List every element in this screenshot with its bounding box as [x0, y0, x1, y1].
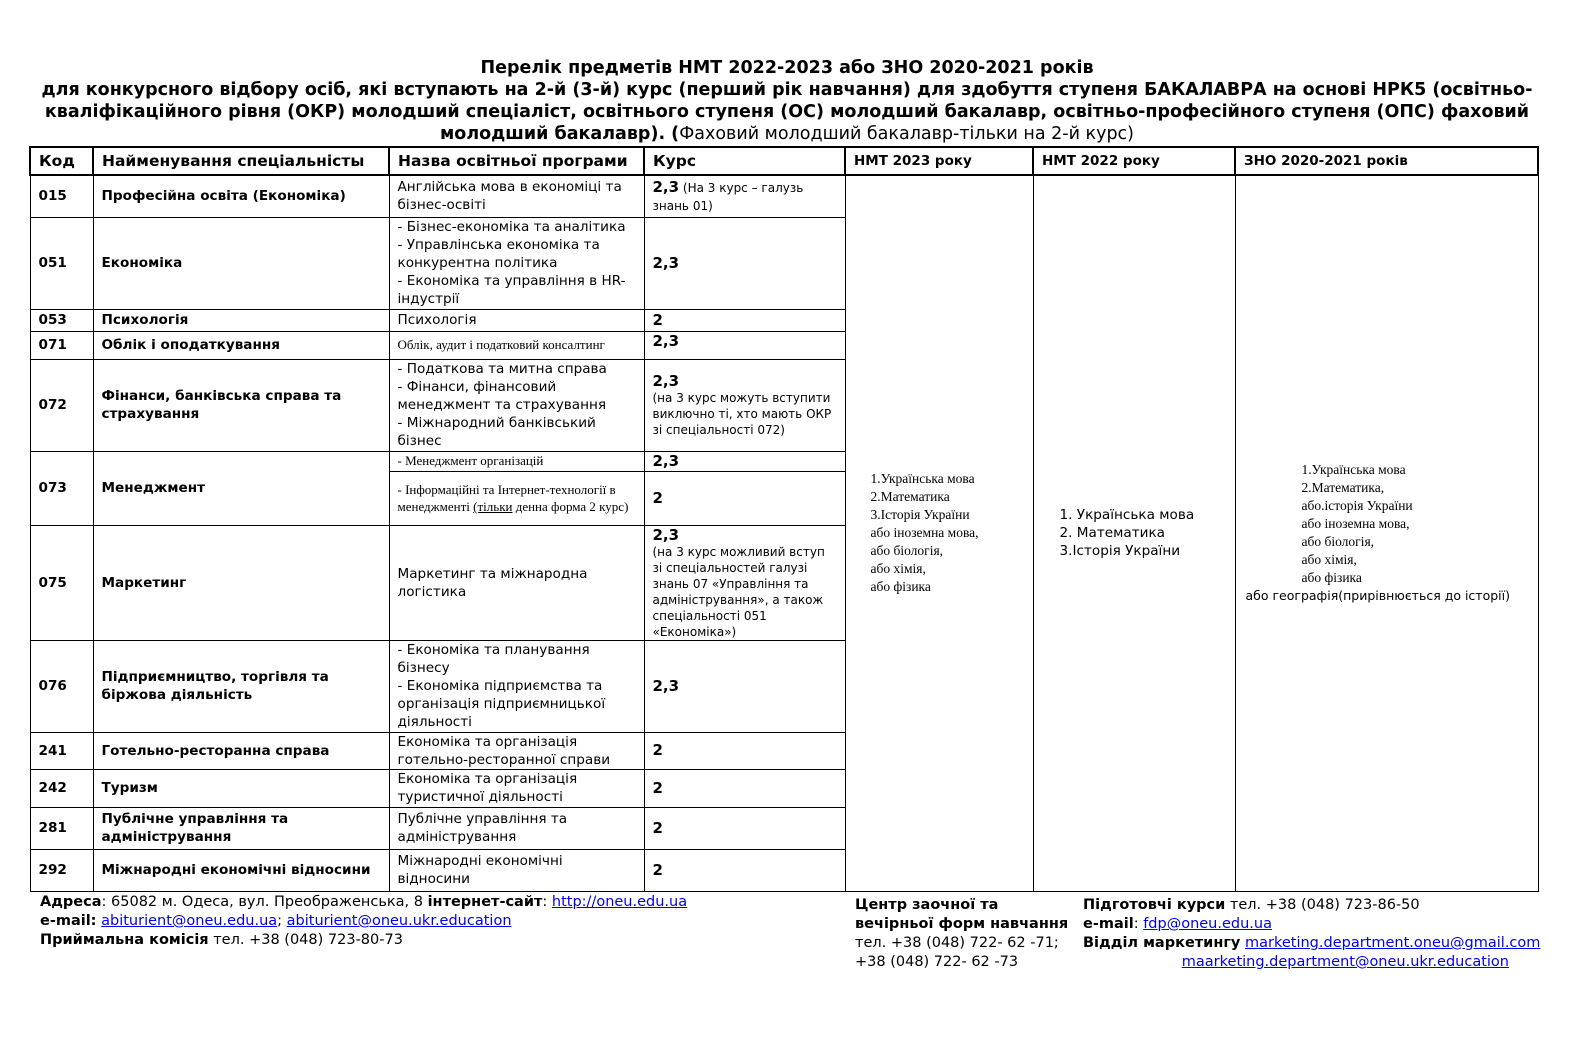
prep-email-sep: :	[1133, 916, 1144, 932]
row-code: 281	[30, 807, 93, 849]
row-course	[644, 732, 845, 769]
marketing-email-link-2[interactable]: maarketing.department@oneu.ukr.education	[1181, 954, 1509, 970]
row-specialty: Менеджмент	[93, 451, 389, 525]
marketing-email-link-1[interactable]: marketing.department.oneu@gmail.com	[1245, 935, 1541, 951]
prep-email-label: e-mail	[1083, 916, 1134, 932]
site-link[interactable]: http://oneu.edu.ua	[551, 894, 688, 910]
site-sep: :	[542, 894, 552, 910]
header-code: Код	[30, 147, 93, 175]
course-value: 2,3	[652, 676, 680, 695]
course-note: (На 3 курс – галузь знань 01)	[652, 180, 804, 213]
row-program: Економіка та організація готельно-ресторанної справи	[389, 732, 644, 769]
course-value: 2,3	[652, 331, 680, 350]
course-note: (на 3 курс можливий вступ зі спеціальностей галузі знань 07 «Управління та адміністрування», а також спеціальності 051 «Економіка»)	[652, 544, 825, 639]
row-code: 051	[30, 217, 93, 309]
prep-phone: тел. +38 (048) 723-86-50	[1225, 897, 1420, 913]
row-specialty: Готельно-ресторанна справа	[93, 732, 389, 769]
row-code: 241	[30, 732, 93, 769]
subject-line: 2.Математика,	[1301, 480, 1385, 496]
subjects-table	[29, 146, 1539, 892]
center-phone-2: +38 (048) 722- 62 -73	[855, 954, 1019, 970]
row-course	[644, 525, 845, 640]
header-nmt2023: НМТ 2023 року	[845, 147, 1033, 175]
program-text: - Інформаційні та Інтернет-технології в менеджменті	[397, 482, 616, 514]
header-course: Курс	[644, 147, 845, 175]
subject-line: 2.Математика	[870, 489, 950, 505]
course-value: 2	[652, 488, 663, 507]
header-zno: ЗНО 2020-2021 років	[1235, 147, 1538, 175]
subject-line: або фізика	[870, 579, 931, 595]
center-title-1: Центр заочної та	[855, 897, 999, 913]
nmt2023-subjects	[845, 175, 1033, 891]
prep-email-line	[1083, 915, 1523, 934]
row-program: Економіка та організація туристичної діяльності	[389, 769, 644, 807]
zno-last-line: або географія(прирівнюється до історії)	[1245, 588, 1510, 604]
row-specialty: Маркетинг	[93, 525, 389, 640]
footer-admission-line	[40, 931, 840, 950]
row-specialty: Публічне управління та адміністрування	[93, 807, 389, 849]
footer-prep	[1083, 896, 1541, 972]
course-value: 2,3	[652, 177, 680, 196]
program-line: - Бізнес-економіка та аналітика	[397, 219, 626, 235]
course-value: 2	[652, 818, 663, 837]
row-code: 071	[30, 331, 93, 359]
row-course	[644, 175, 845, 217]
prep-label: Підготовчі курси	[1083, 897, 1226, 913]
subject-line: або іноземна мова,	[1301, 516, 1410, 532]
admission-label: Приймальна комісія	[40, 932, 209, 948]
row-course	[644, 451, 845, 471]
row-program: Публічне управління та адміністрування	[389, 807, 644, 849]
prep-email-link[interactable]: fdp@oneu.edu.ua	[1143, 916, 1272, 932]
email-label: e-mail:	[40, 913, 97, 929]
email-sep: ;	[277, 913, 287, 929]
program-line: - Економіка та планування бізнесу	[397, 642, 590, 676]
table-row	[30, 175, 1538, 217]
row-code: 053	[30, 309, 93, 331]
table-header-row	[30, 147, 1538, 175]
header-nmt2022: НМТ 2022 року	[1033, 147, 1235, 175]
row-course	[644, 807, 845, 849]
row-program	[389, 359, 644, 451]
course-value: 2,3	[652, 525, 680, 544]
row-code: 292	[30, 849, 93, 891]
subject-line: 3.Історія України	[1059, 543, 1181, 560]
email-link-2[interactable]: abiturient@oneu.ukr.education	[286, 913, 512, 929]
subject-line: 3.Історія України	[870, 507, 970, 523]
subject-line: або фізика	[1301, 570, 1362, 586]
footer-address-line	[40, 893, 840, 912]
row-course	[644, 359, 845, 451]
subject-line: 2. Математика	[1059, 525, 1166, 542]
subject-line: або біологія,	[870, 543, 944, 559]
prep-line	[1083, 896, 1523, 915]
row-specialty: Фінанси, банківська справа та страхування	[93, 359, 389, 451]
row-code: 073	[30, 451, 93, 525]
footer-contacts	[40, 893, 840, 950]
subtitle-bold: для конкурсного відбору осіб, які вступають на 2-й (3-й) курс (перший рік навчання) для здобуття ступеня БАКАЛАВРА на основі НРК5 (освітньо-кваліфікаційного рівня (ОКР) молодший спеціаліст, освітнього ступеня (ОС) молодший бакалавр, освітньо-професійного ступеня (ОПС) фаховий молодший бакалавр). (	[41, 80, 1533, 144]
program-line: - Податкова та митна справа	[397, 361, 607, 377]
row-code: 242	[30, 769, 93, 807]
program-underlined: (тільки	[473, 499, 513, 514]
row-program	[389, 640, 644, 732]
row-program	[389, 471, 644, 525]
row-program: Психологія	[389, 309, 644, 331]
program-line: - Міжнародний банківський бізнес	[397, 415, 596, 449]
program-line: - Управлінська економіка та конкурентна політика	[397, 237, 600, 271]
row-code: 075	[30, 525, 93, 640]
course-value: 2,3	[652, 372, 680, 390]
header-program: Назва освітньої програми	[389, 147, 644, 175]
subject-line: або біологія,	[1301, 534, 1375, 550]
email-link-1[interactable]: abiturient@oneu.edu.ua	[101, 913, 278, 929]
row-code: 015	[30, 175, 93, 217]
marketing-label: Відділ маркетингу	[1083, 935, 1241, 951]
row-course	[644, 309, 845, 331]
subject-line: або іноземна мова,	[870, 525, 979, 541]
course-note: (на 3 курс можуть вступити виключно ті, хто мають ОКР зі спеціальності 072)	[652, 391, 832, 437]
marketing-line	[1083, 934, 1541, 953]
address-label: Адреса	[40, 894, 102, 910]
program-text-end: денна форма 2 курс)	[512, 499, 629, 514]
subject-line: або хімія,	[870, 561, 926, 577]
marketing-line-2	[1083, 953, 1523, 972]
row-course	[644, 331, 845, 359]
page-title: Перелік предметів НМТ 2022-2023 або ЗНО 2020-2021 років	[480, 58, 1094, 78]
zno-subjects	[1235, 175, 1538, 891]
row-course	[644, 849, 845, 891]
row-course	[644, 640, 845, 732]
row-specialty: Психологія	[93, 309, 389, 331]
row-program: Міжнародні економічні відносини	[389, 849, 644, 891]
site-label: інтернет-сайт	[427, 894, 543, 910]
header-specialty: Найменування спеціальністы	[93, 147, 389, 175]
program-line: - Економіка підприємства та організація підприємницької діяльності	[397, 678, 606, 730]
program-line: - Фінанси, фінансовий менеджмент та страхування	[397, 379, 607, 413]
address-text: : 65082 м. Одеса, вул. Преображенська, 8	[101, 894, 428, 910]
row-course	[644, 217, 845, 309]
subject-line: 1.Українська мова	[1301, 462, 1406, 478]
admission-phone: тел. +38 (048) 723-80-73	[208, 932, 403, 948]
footer-email-line	[40, 912, 840, 931]
row-specialty: Підприємництво, торгівля та біржова діяльність	[93, 640, 389, 732]
subject-line: 1.Українська мова	[870, 471, 975, 487]
row-program: Маркетинг та міжнародна логістика	[389, 525, 644, 640]
subtitle-normal: Фаховий молодший бакалавр-тільки на 2-й курс)	[679, 124, 1134, 144]
row-specialty: Туризм	[93, 769, 389, 807]
row-specialty: Міжнародні економічні відносини	[93, 849, 389, 891]
row-course	[644, 471, 845, 525]
course-value: 2	[652, 778, 663, 797]
row-specialty: Професійна освіта (Економіка)	[93, 175, 389, 217]
course-value: 2	[652, 860, 663, 879]
row-code: 072	[30, 359, 93, 451]
nmt2022-subjects	[1033, 175, 1235, 891]
course-value: 2,3	[652, 451, 680, 470]
row-program: Облік, аудит і податковий консалтинг	[389, 331, 644, 359]
row-course	[644, 769, 845, 807]
subject-line: 1. Українська мова	[1059, 507, 1195, 524]
subject-line: або.історія України	[1301, 498, 1413, 514]
row-specialty: Облік і оподаткування	[93, 331, 389, 359]
program-line: - Економіка та управління в HR-індустрії	[397, 273, 626, 307]
row-specialty: Економіка	[93, 217, 389, 309]
subject-line: або хімія,	[1301, 552, 1357, 568]
row-program: Англійська мова в економіці та бізнес-освіті	[389, 175, 644, 217]
course-value: 2	[652, 741, 663, 759]
course-value: 2	[652, 310, 663, 329]
row-code: 076	[30, 640, 93, 732]
course-value: 2,3	[652, 253, 680, 272]
page-subtitle	[40, 79, 1534, 145]
footer-center	[855, 896, 1075, 972]
center-title-2: вечірньої форм навчання	[855, 916, 1069, 932]
row-program: - Менеджмент організацій	[389, 451, 644, 471]
center-phone-1: тел. +38 (048) 722- 62 -71;	[855, 935, 1059, 951]
row-program	[389, 217, 644, 309]
